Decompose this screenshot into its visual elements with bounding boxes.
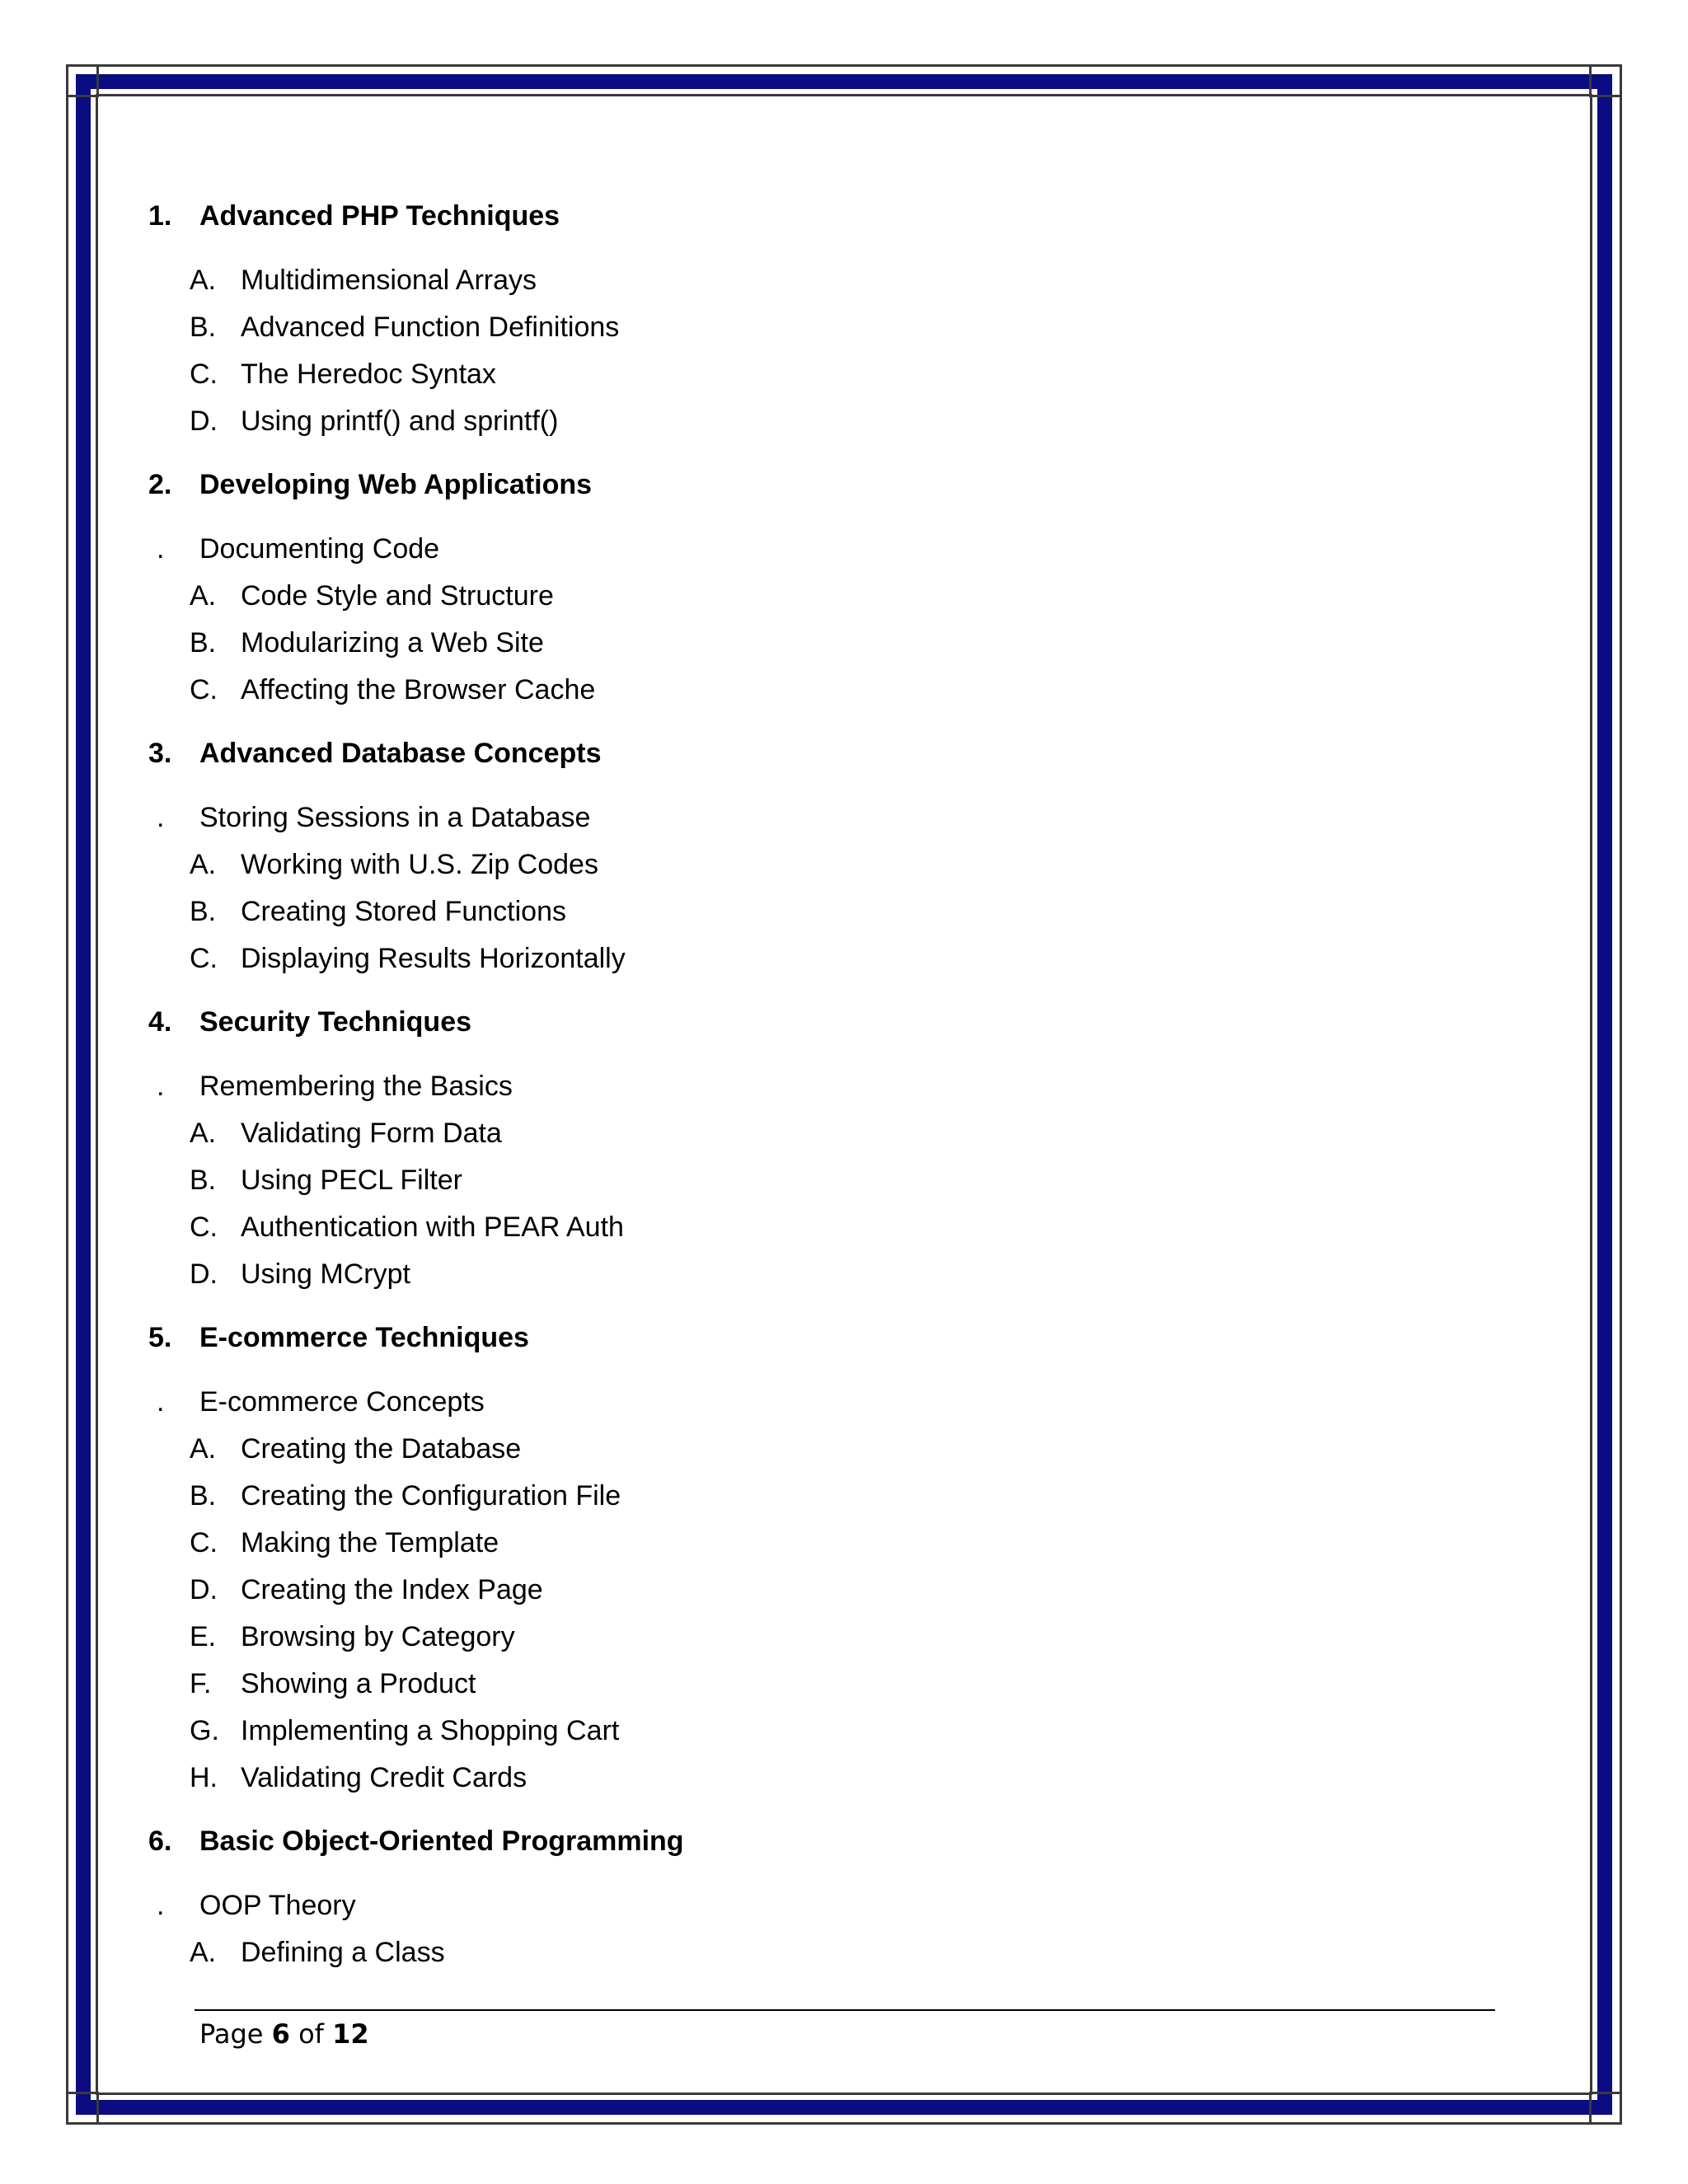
item-label: Storing Sessions in a Database	[199, 802, 591, 833]
item-marker: A.	[190, 1433, 217, 1465]
item-label: Multidimensional Arrays	[241, 265, 537, 296]
section-heading	[148, 1319, 1467, 1356]
item-label: Documenting Code	[199, 533, 440, 565]
table-of-contents	[148, 198, 1467, 1981]
toc-item	[148, 672, 1467, 719]
section-title: Advanced Database Concepts	[199, 738, 602, 769]
border-corner-top-left	[66, 64, 99, 97]
toc-item	[148, 309, 1467, 356]
item-marker: A.	[190, 1118, 217, 1149]
toc-section	[148, 1319, 1467, 1807]
item-marker: D.	[190, 405, 218, 437]
toc-item	[148, 1934, 1467, 1981]
item-marker: A.	[190, 580, 217, 612]
toc-item	[148, 846, 1467, 893]
item-marker: C.	[190, 1212, 218, 1243]
item-label: Creating Stored Functions	[241, 896, 566, 927]
item-label: Advanced Function Definitions	[241, 312, 620, 343]
footer-current-page: 6	[271, 2018, 290, 2050]
page-footer	[199, 2016, 369, 2052]
section-number: 4.	[148, 1006, 172, 1038]
item-marker: B.	[190, 896, 217, 927]
item-marker: C.	[190, 674, 218, 705]
item-label: Using PECL Filter	[241, 1165, 462, 1196]
toc-item	[148, 262, 1467, 309]
item-label: Creating the Database	[241, 1433, 522, 1465]
border-corner-top-right	[1589, 64, 1622, 97]
toc-item	[148, 940, 1467, 987]
item-label: Browsing by Category	[241, 1621, 515, 1652]
footer-total-pages: 12	[332, 2018, 369, 2050]
toc-item	[148, 1431, 1467, 1478]
item-label: The Heredoc Syntax	[241, 359, 496, 390]
toc-item	[148, 1209, 1467, 1256]
item-label: OOP Theory	[199, 1890, 356, 1921]
footer-divider	[195, 2009, 1495, 2011]
item-label: Creating the Configuration File	[241, 1480, 621, 1511]
item-marker: H.	[190, 1762, 218, 1793]
item-marker: F.	[190, 1668, 212, 1699]
item-marker: B.	[190, 1480, 217, 1511]
toc-item	[148, 1666, 1467, 1713]
item-label: Defining a Class	[241, 1937, 445, 1968]
toc-item	[148, 1256, 1467, 1303]
item-marker: B.	[190, 1165, 217, 1196]
toc-section	[148, 466, 1467, 719]
toc-item	[148, 1068, 1467, 1115]
toc-item	[148, 578, 1467, 625]
item-marker: .	[157, 802, 165, 833]
item-marker: C.	[190, 359, 218, 390]
item-label: Using printf() and sprintf()	[241, 405, 559, 437]
item-label: Displaying Results Horizontally	[241, 943, 626, 974]
section-heading	[148, 1823, 1467, 1859]
section-title: E-commerce Techniques	[199, 1322, 529, 1353]
toc-item	[148, 1887, 1467, 1934]
toc-item	[148, 1162, 1467, 1209]
item-label: Making the Template	[241, 1527, 499, 1558]
toc-section	[148, 735, 1467, 987]
item-marker: .	[157, 1890, 165, 1921]
item-marker: E.	[190, 1621, 217, 1652]
toc-section	[148, 1004, 1467, 1303]
item-marker: B.	[190, 627, 217, 658]
item-marker: C.	[190, 943, 218, 974]
section-heading	[148, 466, 1467, 503]
toc-item	[148, 1384, 1467, 1431]
toc-item	[148, 1713, 1467, 1760]
item-marker: .	[157, 1386, 165, 1418]
footer-of-word: of	[298, 2018, 324, 2050]
section-title: Advanced PHP Techniques	[199, 200, 560, 232]
toc-item	[148, 1572, 1467, 1619]
section-heading	[148, 198, 1467, 234]
section-title: Developing Web Applications	[199, 469, 593, 500]
toc-item	[148, 625, 1467, 672]
item-marker: A.	[190, 849, 217, 880]
item-label: Creating the Index Page	[241, 1574, 543, 1605]
border-corner-bottom-left	[66, 2092, 99, 2125]
item-marker: A.	[190, 1937, 217, 1968]
toc-item	[148, 1478, 1467, 1525]
item-marker: .	[157, 1071, 165, 1102]
item-label: Validating Form Data	[241, 1118, 502, 1149]
toc-item	[148, 1760, 1467, 1807]
toc-item	[148, 893, 1467, 940]
item-label: Using MCrypt	[241, 1258, 410, 1290]
toc-item	[148, 531, 1467, 578]
item-label: Code Style and Structure	[241, 580, 554, 612]
toc-section	[148, 1823, 1467, 1981]
section-number: 5.	[148, 1322, 172, 1353]
section-title: Basic Object-Oriented Programming	[199, 1825, 684, 1857]
item-marker: G.	[190, 1715, 219, 1746]
item-marker: B.	[190, 312, 217, 343]
section-heading	[148, 735, 1467, 771]
item-label: Implementing a Shopping Cart	[241, 1715, 620, 1746]
item-label: Showing a Product	[241, 1668, 476, 1699]
item-label: Remembering the Basics	[199, 1071, 513, 1102]
footer-page-word: Page	[199, 2018, 264, 2050]
toc-item	[148, 799, 1467, 846]
item-label: E-commerce Concepts	[199, 1386, 485, 1418]
item-label: Validating Credit Cards	[241, 1762, 528, 1793]
item-label: Modularizing a Web Site	[241, 627, 544, 658]
toc-item	[148, 1115, 1467, 1162]
section-title: Security Techniques	[199, 1006, 472, 1038]
section-heading	[148, 1004, 1467, 1040]
item-marker: D.	[190, 1574, 218, 1605]
toc-item	[148, 403, 1467, 450]
item-marker: C.	[190, 1527, 218, 1558]
item-label: Working with U.S. Zip Codes	[241, 849, 598, 880]
section-number: 2.	[148, 469, 172, 500]
toc-item	[148, 1619, 1467, 1666]
item-marker: D.	[190, 1258, 218, 1290]
item-label: Authentication with PEAR Auth	[241, 1212, 624, 1243]
section-number: 3.	[148, 738, 172, 769]
item-label: Affecting the Browser Cache	[241, 674, 596, 705]
section-number: 6.	[148, 1825, 172, 1857]
toc-item	[148, 1525, 1467, 1572]
item-marker: .	[157, 533, 165, 565]
border-corner-bottom-right	[1589, 2092, 1622, 2125]
toc-item	[148, 356, 1467, 403]
item-marker: A.	[190, 265, 217, 296]
section-number: 1.	[148, 200, 172, 232]
toc-section	[148, 198, 1467, 450]
